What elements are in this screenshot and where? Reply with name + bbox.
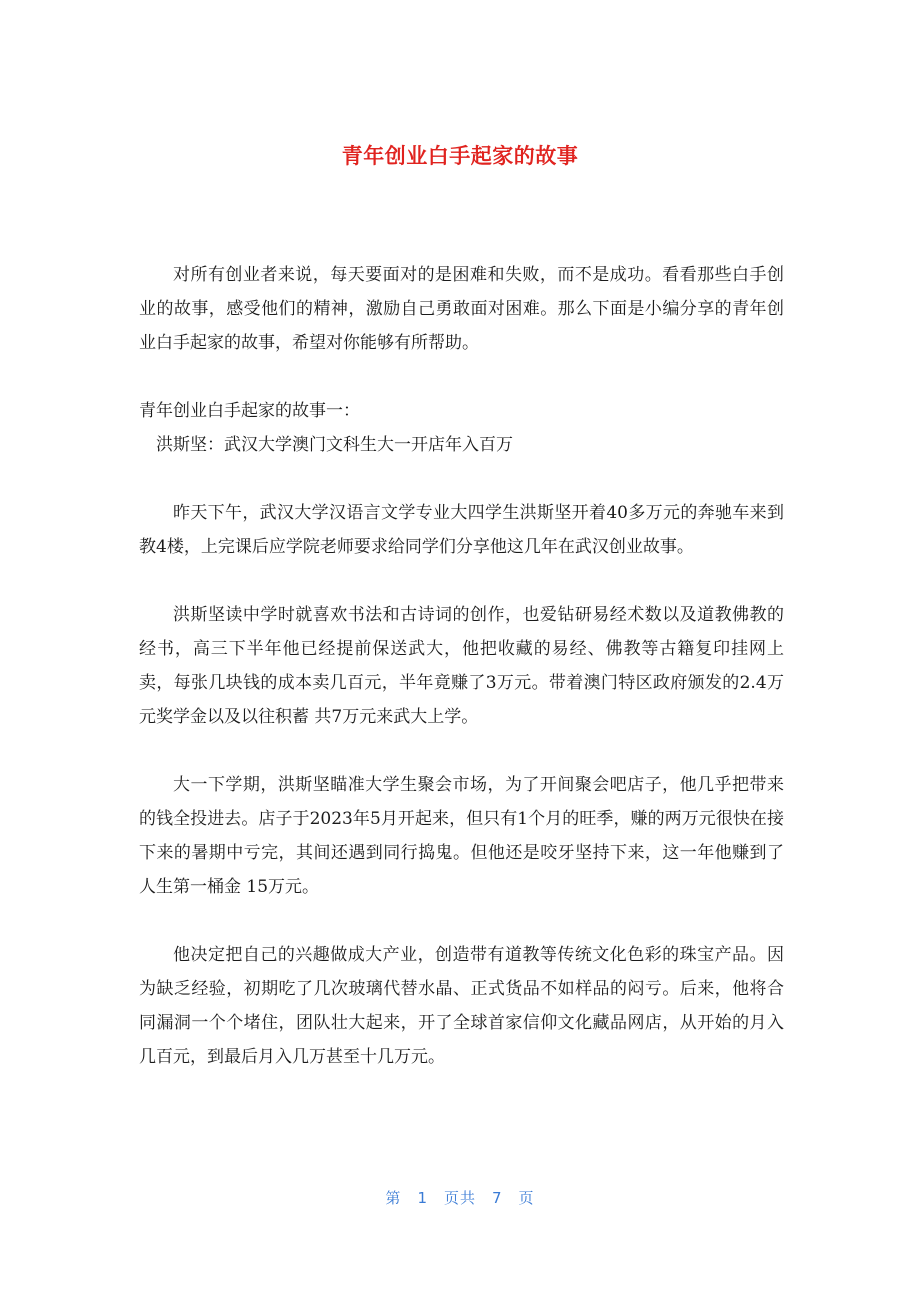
footer-mid: 页共: [443, 1189, 476, 1207]
story-subtitle: 洪斯坚：武汉大学澳门文科生大一开店年入百万: [156, 435, 513, 455]
story-heading: 青年创业白手起家的故事一：: [139, 401, 360, 421]
document-body: [139, 258, 784, 1108]
page-number-footer: [0, 1187, 920, 1208]
story-paragraph-1: 昨天下午，武汉大学汉语言文学专业大四学生洪斯坚开着40多万元的奔驰车来到教4楼，上完课后应学院老师要求给同学们分享他这几年在武汉创业故事。: [139, 503, 784, 557]
story-paragraph-4: 他决定把自己的兴趣做成大产业，创造带有道教等传统文化色彩的珠宝产品。因为缺乏经验，初期吃了几次玻璃代替水晶、正式货品不如样品的闷亏。后来，他将合同漏洞一个个堵住，团队壮大起来，开了全球首家信仰文化藏品网店，从开始的月入几百元，到最后月入几万甚至十几万元。: [139, 945, 784, 1067]
intro-paragraph: 对所有创业者来说，每天要面对的是困难和失败，而不是成功。看看那些白手创业的故事，感受他们的精神，激励自己勇敢面对困难。那么下面是小编分享的青年创业白手起家的故事，希望对你能够有所帮助。: [139, 265, 784, 353]
story-paragraph-3: 大一下学期，洪斯坚瞄准大学生聚会市场，为了开间聚会吧店子，他几乎把带来的钱全投进去。店子于2023年5月开起来，但只有1个月的旺季，赚的两万元很快在接下来的暑期中亏完，其间还遇到同行捣鬼。但他还是咬牙坚持下来，这一年他赚到了人生第一桶金 15万元。: [139, 775, 784, 897]
footer-prefix: 第: [385, 1189, 402, 1207]
footer-current-page: 1: [417, 1189, 428, 1207]
document-title: 青年创业白手起家的故事: [341, 144, 579, 168]
footer-total-pages: 7: [492, 1189, 503, 1207]
story-paragraph-2: 洪斯坚读中学时就喜欢书法和古诗词的创作，也爱钻研易经术数以及道教佛教的经书，高三下半年他已经提前保送武大，他把收藏的易经、佛教等古籍复印挂网上卖，每张几块钱的成本卖几百元，半年竟赚了3万元。带着澳门特区政府颁发的2.4万元奖学金以及以往积蓄 共7万元来武大上学。: [139, 605, 784, 727]
story-heading-block: [139, 394, 784, 462]
footer-suffix: 页: [518, 1189, 535, 1207]
